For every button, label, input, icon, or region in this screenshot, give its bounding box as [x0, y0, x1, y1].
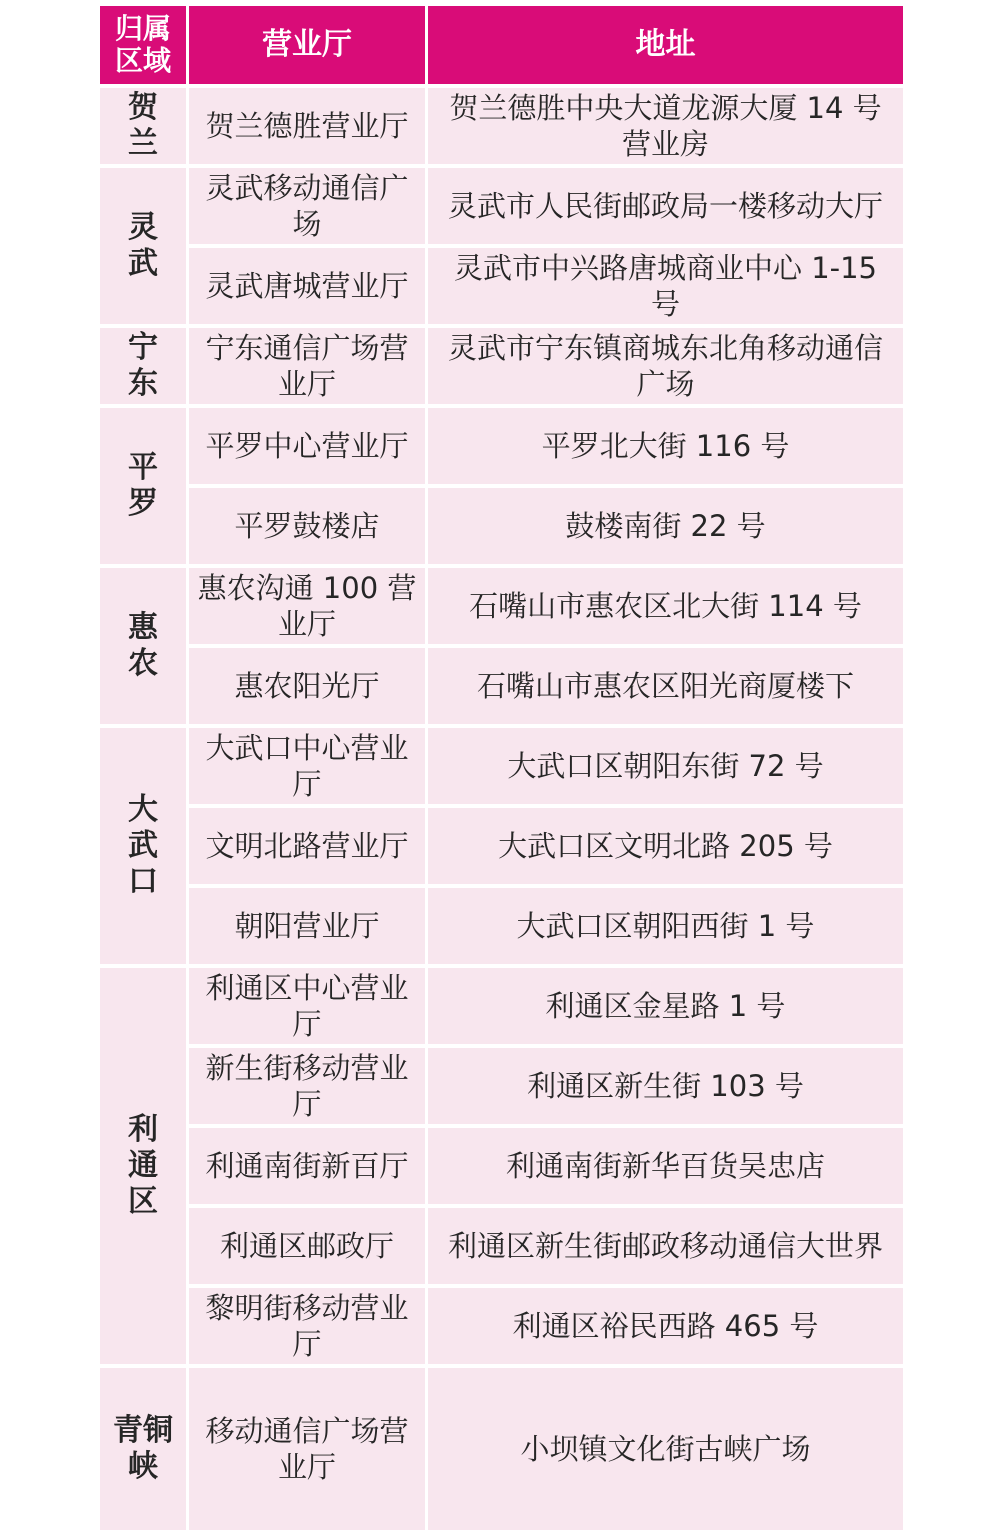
header-region: 归属区域 [100, 6, 186, 84]
address-cell: 利通区新生街邮政移动通信大世界 [428, 1208, 903, 1284]
hall-cell: 移动通信广场营业厅 [189, 1368, 425, 1530]
address-cell: 利通区金星路 1 号 [428, 968, 903, 1044]
region-cell: 平罗 [100, 408, 186, 564]
hall-cell: 文明北路营业厅 [189, 808, 425, 884]
hall-cell: 惠农阳光厅 [189, 648, 425, 724]
address-cell: 平罗北大街 116 号 [428, 408, 903, 484]
hall-cell: 灵武移动通信广场 [189, 168, 425, 244]
region-cell: 惠农 [100, 568, 186, 724]
address-cell: 鼓楼南街 22 号 [428, 488, 903, 564]
header-hall: 营业厅 [189, 6, 425, 84]
address-cell: 灵武市中兴路唐城商业中心 1-15 号 [428, 248, 903, 324]
region-cell: 宁东 [100, 328, 186, 404]
hall-cell: 新生街移动营业厅 [189, 1048, 425, 1124]
address-cell: 利通南街新华百货吴忠店 [428, 1128, 903, 1204]
region-cell: 贺兰 [100, 88, 186, 164]
hall-cell: 宁东通信广场营业厅 [189, 328, 425, 404]
hall-cell: 惠农沟通 100 营业厅 [189, 568, 425, 644]
hall-cell: 灵武唐城营业厅 [189, 248, 425, 324]
hall-cell: 平罗中心营业厅 [189, 408, 425, 484]
hall-cell: 利通区中心营业厅 [189, 968, 425, 1044]
hall-cell: 朝阳营业厅 [189, 888, 425, 964]
address-cell: 灵武市宁东镇商城东北角移动通信广场 [428, 328, 903, 404]
region-cell: 青铜峡 [100, 1368, 186, 1530]
address-cell: 石嘴山市惠农区北大街 114 号 [428, 568, 903, 644]
hall-cell: 平罗鼓楼店 [189, 488, 425, 564]
address-cell: 贺兰德胜中央大道龙源大厦 14 号营业房 [428, 88, 903, 164]
region-cell: 灵武 [100, 168, 186, 324]
hall-cell: 贺兰德胜营业厅 [189, 88, 425, 164]
address-cell: 大武口区文明北路 205 号 [428, 808, 903, 884]
address-cell: 利通区裕民西路 465 号 [428, 1288, 903, 1364]
address-cell: 石嘴山市惠农区阳光商厦楼下 [428, 648, 903, 724]
region-cell: 大武口 [100, 728, 186, 964]
hall-cell: 黎明街移动营业厅 [189, 1288, 425, 1364]
address-cell: 利通区新生街 103 号 [428, 1048, 903, 1124]
hall-cell: 利通区邮政厅 [189, 1208, 425, 1284]
region-cell: 利通区 [100, 968, 186, 1364]
header-address: 地址 [428, 6, 903, 84]
address-cell: 大武口区朝阳西街 1 号 [428, 888, 903, 964]
business-hall-table [100, 6, 903, 1530]
hall-cell: 大武口中心营业厅 [189, 728, 425, 804]
address-cell: 灵武市人民街邮政局一楼移动大厅 [428, 168, 903, 244]
hall-cell: 利通南街新百厅 [189, 1128, 425, 1204]
address-cell: 大武口区朝阳东街 72 号 [428, 728, 903, 804]
address-cell: 小坝镇文化街古峡广场 [428, 1368, 903, 1530]
